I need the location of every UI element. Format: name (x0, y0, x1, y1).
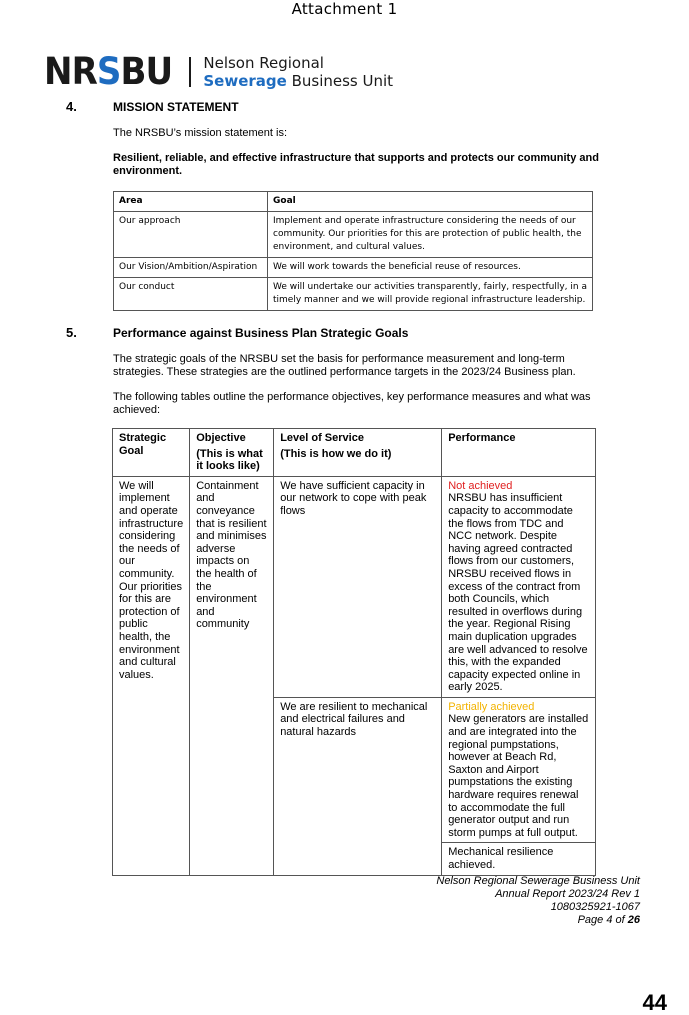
logo-mark-s: S (96, 50, 121, 93)
performance-cell (442, 476, 596, 697)
footer-report: Annual Report 2023/24 Rev 1 (495, 888, 640, 900)
header-objective-sub: (This is what it looks like) (196, 447, 263, 473)
page-footer (436, 875, 640, 927)
section-5-number: 5. (66, 325, 77, 340)
mission-table (113, 191, 593, 311)
logo-line-1: Nelson Regional (203, 54, 324, 72)
footer-org: Nelson Regional Sewerage Business Unit (436, 875, 640, 887)
nrsbu-logo (44, 52, 393, 92)
status-partially-achieved: Partially achieved (448, 700, 535, 713)
logo-wordmark (203, 54, 393, 90)
mission-table-header (114, 192, 593, 212)
strategic-goal-cell: We will implement and operate infrastructure considering the needs of our community. Our priorities for this are protection of public health, the environment and cultural values. (113, 476, 190, 875)
header-los-title: Level of Service (280, 432, 364, 444)
objective-cell: Containment and conveyance that is resilient and minimises adverse impacts on the health of the environment and community (190, 476, 274, 875)
logo-line-2-blue: Sewerage (203, 72, 287, 90)
footer-page-prefix: Page 4 of (577, 914, 628, 926)
status-not-achieved: Not achieved (448, 479, 513, 492)
footer-page-total: 26 (627, 914, 640, 926)
header-strategic-goal: Strategic Goal (113, 429, 190, 477)
mission-area-cell: Our conduct (114, 278, 268, 311)
level-of-service-cell: We have sufficient capacity in our network to cope with peak flows (274, 476, 442, 697)
mission-statement: Resilient, reliable, and effective infrastructure that supports and protects our community and environment. (113, 152, 599, 177)
header-objective (190, 429, 274, 477)
logo-divider (189, 57, 191, 87)
corner-page-number: 44 (642, 990, 667, 1015)
header-los-sub: (This is how we do it) (280, 447, 392, 460)
logo-line-2-rest: Business Unit (286, 72, 394, 90)
performance-table (112, 428, 596, 876)
section-5-title: Performance against Business Plan Strategic Goals (113, 326, 409, 340)
mission-intro: The NRSBU’s mission statement is: (113, 127, 288, 139)
mission-goal-cell: We will undertake our activities transparently, fairly, respectfully, in a timely manner and we will provide regional infrastructure leadership. (268, 278, 593, 311)
performance-text: NRSBU has insufficient capacity to accommodate the flows from TDC and NCC network. Despite having agreed contracted flows from our customers, NRSBU received flows in excess of the contract from both Councils, which resulted in overflows during the year. Regional Rising main duplication upgrades are well advanced to resolve this, with the expanded capacity expected online in early 2025. (448, 492, 588, 694)
performance-cell (442, 697, 596, 843)
header-objective-title: Objective (196, 432, 246, 444)
mission-header-area: Area (114, 192, 268, 212)
footer-page-number (436, 914, 640, 927)
logo-mark-nr: NR (44, 50, 97, 93)
level-of-service-cell: We are resilient to mechanical and electrical failures and natural hazards (274, 697, 442, 875)
performance-table-header (113, 429, 596, 477)
mission-goal-cell: We will work towards the beneficial reuse of resources. (268, 258, 593, 278)
performance-cell: Mechanical resilience achieved. (442, 843, 596, 875)
attachment-label: Attachment 1 (291, 0, 398, 18)
mission-header-goal: Goal (268, 192, 593, 212)
table-row (114, 212, 593, 258)
header-performance: Performance (442, 429, 596, 477)
mission-goal-cell: Implement and operate infrastructure considering the needs of our community. Our priorities for this are protection of public health, the environment, and cultural values. (268, 212, 593, 258)
table-row (114, 258, 593, 278)
section-4-title: MISSION STATEMENT (113, 100, 239, 114)
table-row (114, 278, 593, 311)
logo-mark-bu: BU (120, 50, 173, 93)
logo-line-2 (203, 72, 393, 90)
table-row (113, 476, 596, 697)
performance-text: New generators are installed and are integrated into the regional pumpstations, however at Beach Rd, Saxton and Airport pumpstations the existing hardware requires renewal to accommodate the full generator output and run storm pumps at full output. (448, 713, 589, 839)
footer-doc-id: 1080325921-1067 (550, 901, 640, 913)
mission-area-cell: Our Vision/Ambition/Aspiration (114, 258, 268, 278)
header-level-of-service (274, 429, 442, 477)
section-4-number: 4. (66, 99, 77, 114)
section-5-paragraph-1: The strategic goals of the NRSBU set the basis for performance measurement and long-term strategies. These strategies are the outlined performance targets in the 2023/24 Business plan. (113, 353, 576, 378)
logo-mark (44, 52, 172, 92)
section-5-paragraph-2: The following tables outline the performance objectives, key performance measures and what was achieved: (113, 391, 591, 416)
mission-area-cell: Our approach (114, 212, 268, 258)
